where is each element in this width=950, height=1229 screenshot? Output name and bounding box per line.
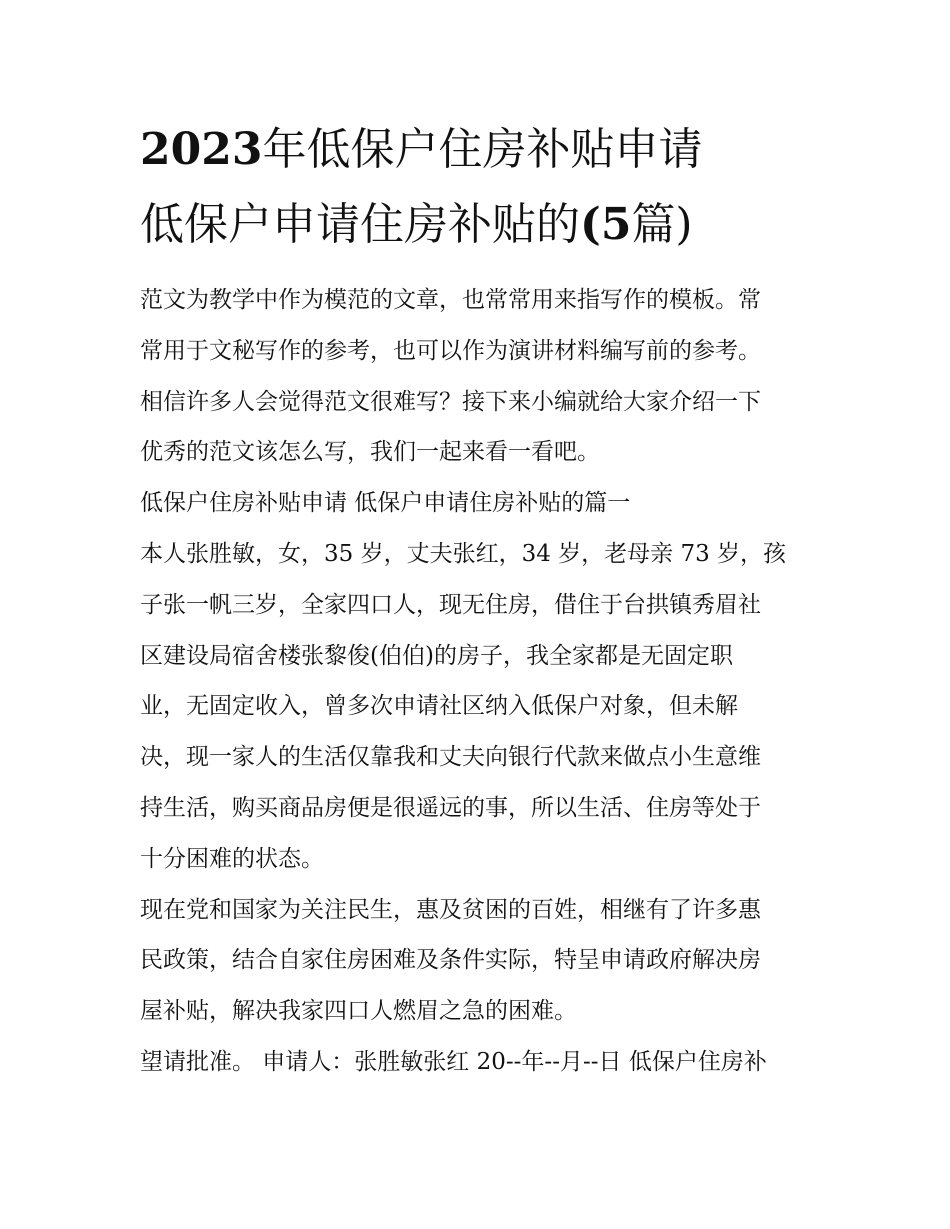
title-year: 2023 xyxy=(140,124,263,175)
paragraph-line: 优秀的范文该怎么写，我们一起来看一看吧。 xyxy=(140,439,600,466)
paragraph-line: 范文为教学中作为模范的文章，也常常用来指写作的模板。常 xyxy=(140,287,761,313)
paragraph-line: 现在党和国家为关注民生，惠及贫困的百姓，相继有了许多惠 xyxy=(140,896,761,923)
title-count: (5 xyxy=(580,199,632,250)
document-title-line-2 xyxy=(140,199,840,250)
title-text-1: 年低保户住房补贴申请 xyxy=(262,124,703,175)
paragraph-line: 相信许多人会觉得范文很难写？接下来小编就给大家介绍一下 xyxy=(140,388,761,415)
document-title-line-1 xyxy=(140,124,840,175)
paragraph-line: 业，无固定收入，曾多次申请社区纳入低保户对象，但未解 xyxy=(140,693,738,720)
paragraph-line: 屋补贴，解决我家四口人燃眉之急的困难。 xyxy=(140,998,577,1025)
paragraph-line: 区建设局宿舍楼张黎俊(伯伯)的房子，我全家都是无固定职 xyxy=(140,642,733,669)
section-heading: 低保户住房补贴申请 低保户申请住房补贴的篇一 xyxy=(140,490,631,517)
paragraph-line: 子张一帆三岁，全家四口人，现无住房，借住于台拱镇秀眉社 xyxy=(140,591,761,618)
paragraph-line: 持生活，购买商品房便是很遥远的事，所以生活、住房等处于 xyxy=(140,794,761,821)
paragraph-line: 望请批准。 申请人：张胜敏张红 20--年--月--日 低保户住房补 xyxy=(140,1048,767,1075)
paragraph-line: 民政策，结合自家住房困难及条件实际，特呈申请政府解决房 xyxy=(140,947,761,974)
paragraph-line: 决，现一家人的生活仅靠我和丈夫向银行代款来做点小生意维 xyxy=(140,744,761,771)
paragraph-line: 本人张胜敏，女，35 岁，丈夫张红，34 岁，老母亲 73 岁，孩 xyxy=(140,540,787,567)
paragraph-line: 常用于文秘写作的参考，也可以作为演讲材料编写前的参考。 xyxy=(140,337,761,364)
paragraph-line: 十分困难的状态。 xyxy=(140,845,324,872)
document-body xyxy=(140,275,820,1088)
title-text-2: 低保户申请住房补贴的 xyxy=(140,199,580,250)
title-count-unit: 篇) xyxy=(631,199,693,250)
